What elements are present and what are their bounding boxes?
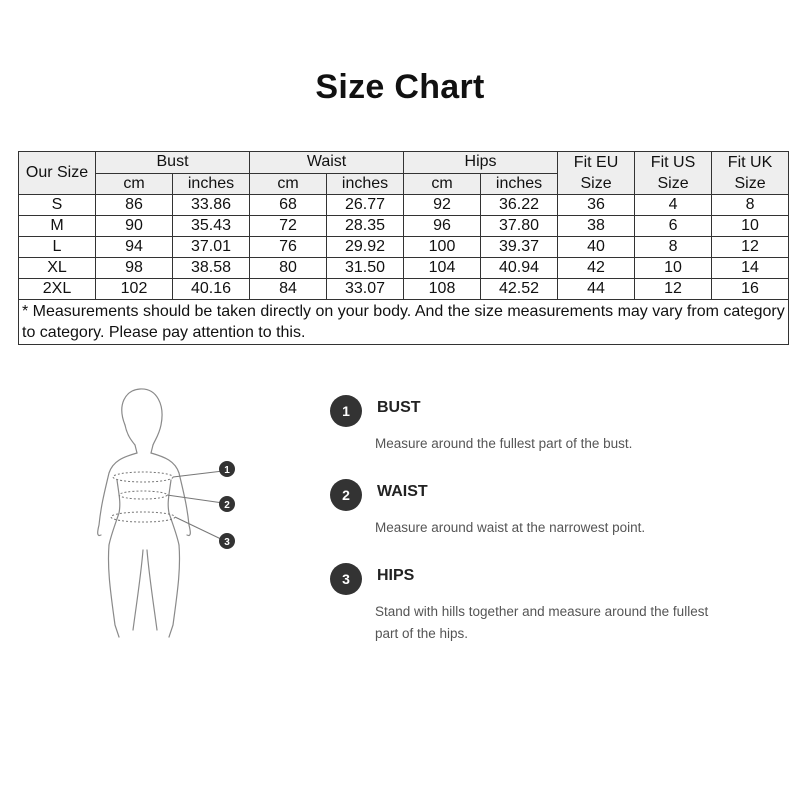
step-description: Stand with hills together and measure around the fullest part of the hips.: [375, 604, 709, 641]
fit-uk-header: Fit UK Size: [712, 152, 789, 195]
table-cell: 10: [712, 216, 789, 237]
waist-header: Waist: [250, 152, 404, 174]
marker-3: [219, 533, 235, 549]
table-cell: 12: [712, 237, 789, 258]
table-cell: 86: [96, 195, 173, 216]
table-cell: 8: [712, 195, 789, 216]
table-cell: 33.07: [327, 279, 404, 300]
step-number-badge: 1: [330, 395, 362, 427]
table-cell: 28.35: [327, 216, 404, 237]
table-row: [19, 237, 789, 258]
page-title: Size Chart: [315, 68, 485, 106]
svg-text:1: 1: [224, 465, 230, 476]
table-cell: 6: [635, 216, 712, 237]
step-description: Measure around the fullest part of the bust.: [375, 436, 633, 451]
table-cell: L: [19, 237, 96, 258]
our-size-header: Our Size: [19, 152, 96, 195]
note-row: [19, 300, 789, 345]
table-cell: 42.52: [481, 279, 558, 300]
table-cell: 36.22: [481, 195, 558, 216]
svg-text:3: 3: [224, 537, 230, 548]
table-cell: 39.37: [481, 237, 558, 258]
step-number-badge: 3: [330, 563, 362, 595]
size-chart-table: [18, 151, 789, 345]
fit-eu-header: Fit EU Size: [558, 152, 635, 195]
table-cell: 92: [404, 195, 481, 216]
table-cell: 100: [404, 237, 481, 258]
table-cell: 8: [635, 237, 712, 258]
table-cell: 72: [250, 216, 327, 237]
svg-text:2: 2: [224, 500, 230, 511]
table-cell: 38: [558, 216, 635, 237]
table-cell: 31.50: [327, 258, 404, 279]
table-cell: 33.86: [173, 195, 250, 216]
table-cell: 96: [404, 216, 481, 237]
table-cell: 37.80: [481, 216, 558, 237]
table-cell: 102: [96, 279, 173, 300]
unit-header: inches: [327, 173, 404, 195]
table-cell: 4: [635, 195, 712, 216]
measurement-note: * Measurements should be taken directly on your body. And the size measurements may vary from category to category. Please pay attention to this.: [19, 300, 789, 345]
table-cell: 40: [558, 237, 635, 258]
table-cell: 16: [712, 279, 789, 300]
table-row: [19, 279, 789, 300]
step-description: Measure around waist at the narrowest point.: [375, 520, 646, 535]
table-row: [19, 258, 789, 279]
table-cell: XL: [19, 258, 96, 279]
step-title: HIPS: [377, 567, 415, 584]
table-cell: 40.94: [481, 258, 558, 279]
table-cell: 12: [635, 279, 712, 300]
table-cell: 36: [558, 195, 635, 216]
table-cell: 44: [558, 279, 635, 300]
table-cell: 68: [250, 195, 327, 216]
unit-header: inches: [173, 173, 250, 195]
table-cell: 90: [96, 216, 173, 237]
unit-header: inches: [481, 173, 558, 195]
bust-header: Bust: [96, 152, 250, 174]
marker-2: [219, 496, 235, 512]
table-cell: 76: [250, 237, 327, 258]
unit-header: cm: [250, 173, 327, 195]
table-cell: 26.77: [327, 195, 404, 216]
unit-header: cm: [96, 173, 173, 195]
table-cell: 104: [404, 258, 481, 279]
table-cell: 42: [558, 258, 635, 279]
table-row: [19, 195, 789, 216]
hips-header: Hips: [404, 152, 558, 174]
marker-1: [219, 461, 235, 477]
table-row: [19, 216, 789, 237]
table-cell: 29.92: [327, 237, 404, 258]
fit-us-header: Fit US Size: [635, 152, 712, 195]
table-cell: 98: [96, 258, 173, 279]
unit-header: cm: [404, 173, 481, 195]
table-cell: 35.43: [173, 216, 250, 237]
table-cell: 37.01: [173, 237, 250, 258]
table-cell: 14: [712, 258, 789, 279]
body-measurement-figure: [85, 385, 255, 640]
table-cell: 94: [96, 237, 173, 258]
table-cell: 10: [635, 258, 712, 279]
table-cell: 108: [404, 279, 481, 300]
step-title: BUST: [377, 399, 421, 416]
table-cell: S: [19, 195, 96, 216]
step-number-badge: 2: [330, 479, 362, 511]
table-cell: 38.58: [173, 258, 250, 279]
step-title: WAIST: [377, 483, 428, 500]
table-cell: 84: [250, 279, 327, 300]
table-cell: M: [19, 216, 96, 237]
table-cell: 40.16: [173, 279, 250, 300]
table-cell: 2XL: [19, 279, 96, 300]
table-cell: 80: [250, 258, 327, 279]
